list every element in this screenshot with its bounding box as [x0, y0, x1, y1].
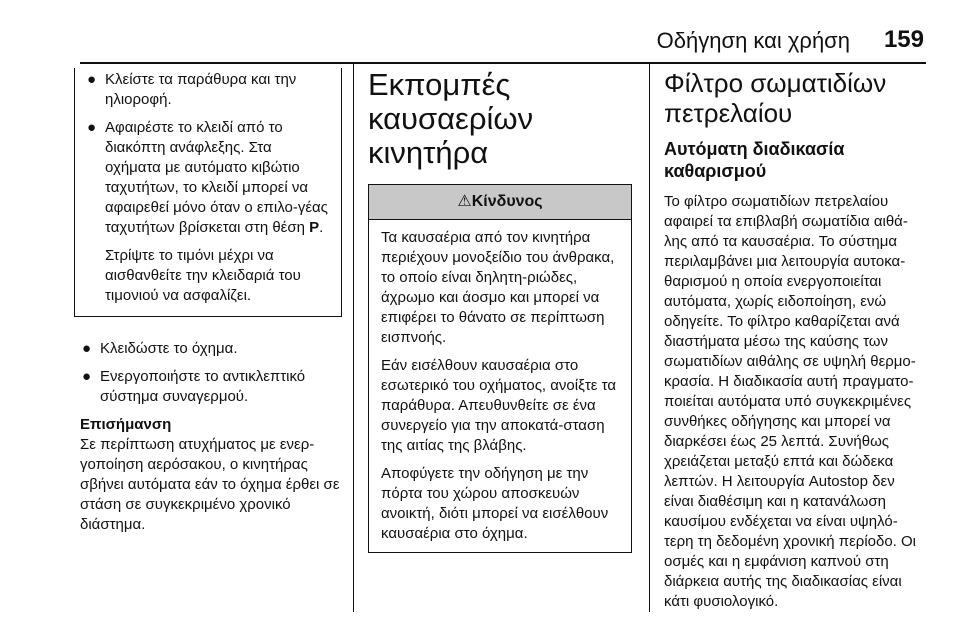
section-heading-dpf: Φίλτρο σωματιδίων πετρελαίου — [664, 68, 887, 128]
bullet-icon: ● — [87, 119, 97, 136]
running-title: Οδήγηση και χρήση — [656, 28, 850, 53]
list-item-text: Κλείστε τα παράθυρα και την ηλιοροφή. — [105, 71, 297, 108]
dpf-body-text: Το φίλτρο σωματιδίων πετρελαίου αφαιρεί τα επιβλαβή σωματίδια αιθά-λης από τα καυσαέρια. Το σύστημα περιλαμβάνει μια λειτουργία αυτοκα-θαρισμού η οποία ενεργοποιείται αυτόματα, χωρίς ειδοποίηση, ενώ οδηγείτε. Το φίλτρο καθαρίζεται ανά διαστήματα μέσω της καύσης των σωματιδίων αιθάλης σε υψηλή θερμο-κρασία. Η διαδικασία αυτή πραγματο-ποιείται αυτόματα υπό συγκεκριμένες συνθήκες οδήγησης και μπορεί να διαρκέσει έως 25 λεπτά. Συνήθως χρειάζεται μεταξύ επτά και δώδεκα λεπτών. Η λειτουργία Autostop δεν είναι διαθέσιμη και η κατανάλωση καυσίμου ενδέχεται να είναι υψηλό-τερη τη δεδομένη χρονική περίοδο. Οι οσμές και η εμφάνιση καπνού στη διάρκεια αυτής της διαδικασίας είναι κάτι φυσιολογικό. — [664, 193, 917, 610]
list-item — [85, 118, 331, 238]
box-bullet-list — [85, 70, 331, 238]
page-number: 159 — [883, 26, 924, 53]
danger-box — [368, 184, 632, 553]
note-title: Επισήμανση — [80, 416, 172, 433]
list-item-end: . — [319, 219, 324, 236]
subheading-auto-cleaning: Αυτόματη διαδικασία καθαρισμού — [664, 139, 845, 181]
danger-body — [369, 220, 631, 552]
danger-title: Κίνδυνος — [471, 193, 543, 210]
bullet-icon: ● — [82, 368, 92, 385]
bullet-list — [80, 339, 342, 407]
list-item — [80, 339, 342, 359]
danger-paragraph: Αποφύγετε την οδήγηση με την πόρτα του χώρου αποσκευών ανοικτή, διότι μπορεί να εισέλθουν καυσαέρια στο όχημα. — [381, 465, 609, 542]
left-column — [80, 68, 342, 543]
right-column — [664, 68, 926, 620]
list-item — [80, 367, 342, 407]
list-item-text: Αφαιρέστε το κλειδί από το διακόπτη ανάφλεξης. Στα οχήματα με αυτόματο κιβώτιο ταχυτήτων, το κλειδί μπορεί να αφαιρεθεί μόνο όταν ο επιλο-γέας ταχυτήτων βρίσκεται στη θέση — [105, 119, 328, 236]
page-header — [0, 20, 960, 60]
column-divider-right — [649, 64, 650, 612]
gear-position-p: P — [309, 219, 320, 236]
middle-column — [368, 68, 632, 553]
list-item — [85, 70, 331, 110]
note-text: Σε περίπτωση ατυχήματος με ενερ-γοποίηση αερόσακου, ο κινητήρας σβήνει αυτόματα εάν το όχημα έρθει σε στάση σε συγκεκριμένο χρονικό διάστημα. — [80, 436, 340, 533]
column-divider-left — [353, 64, 354, 612]
warning-triangle-icon: ⚠ — [457, 193, 472, 210]
continued-steps-box — [74, 68, 342, 317]
danger-paragraph: Τα καυσαέρια από τον κινητήρα περιέχουν μονοξείδιο του άνθρακα, το οποίο είναι δηλητη-ριώδες, άχρωμο και άοσμο και μπορεί να επιφέρει το θάνατο σε περίπτωση εισπνοής. — [381, 229, 615, 346]
danger-header — [369, 185, 631, 220]
steering-lock-text: Στρίψτε το τιμόνι μέχρι να αισθανθείτε την κλειδαριά του τιμονιού να ασφαλίζει. — [105, 247, 301, 304]
header-rule — [80, 62, 926, 64]
bullet-icon: ● — [87, 71, 97, 88]
danger-paragraph: Εάν εισέλθουν καυσαέρια στο εσωτερικό του οχήματος, ανοίξτε τα παράθυρα. Απευθυνθείτε σε ένα συνεργείο για την αποκατά-σταση της αιτίας της βλάβης. — [381, 357, 616, 454]
list-item-text: Κλειδώστε το όχημα. — [100, 340, 238, 357]
list-item-text: Ενεργοποιήστε το αντικλεπτικό σύστημα συναγερμού. — [100, 368, 306, 405]
bullet-icon: ● — [82, 340, 92, 357]
section-heading-exhaust: Εκπομπές καυσαερίων κινητήρα — [368, 67, 534, 170]
